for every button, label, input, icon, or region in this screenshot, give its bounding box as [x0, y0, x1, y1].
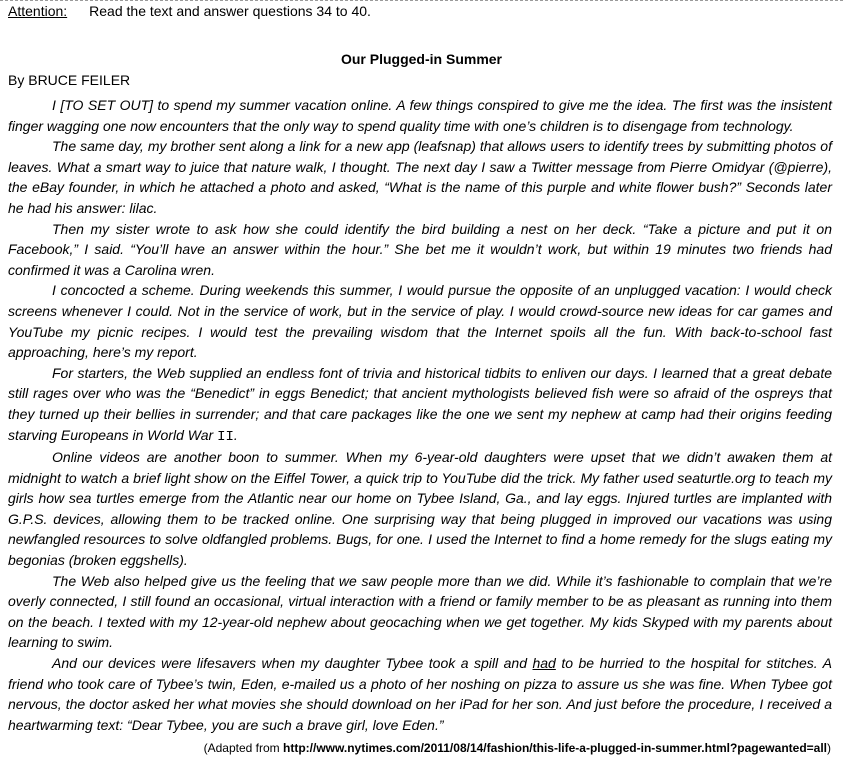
paragraph-5 [8, 363, 832, 447]
paragraph-6: Online videos are another boon to summer. When my 6-year-old daughters were upset that we didn’t awaken them at midnight to watch a brief light show on the Eiffel Tower, a quick trip to YouTube did the trick. My father used seaturtle.org to teach my girls how sea turtles emerge from the Atlantic near our home on Tybee Island, Ga., and lay eggs. Injured turtles are implanted with G.P.S. devices, allowing them to be tracked online. One surprising way that being plugged in improved our vacations was using newfangled resources to solve oldfangled problems. Bugs, for one. I used the Internet to find a home remedy for the slugs eating my begonias (broken eggshells). [8, 449, 832, 569]
attention-instruction [8, 3, 371, 20]
article-byline: By BRUCE FEILER [8, 72, 131, 88]
paragraph-5-end: . [233, 426, 238, 443]
source-suffix: ) [827, 741, 831, 755]
paragraph-3: Then my sister wrote to ask how she could identify the bird building a nest on her deck. “Take a picture and put it on Facebook,” I said. “You’ll have an answer within the hour.” She bet me it wouldn’t work, but within 19 minutes two friends had confirmed it was a Carolina wren. [8, 220, 832, 278]
article-title: Our Plugged-in Summer [340, 51, 502, 67]
underlined-word: had [532, 655, 556, 672]
source-prefix: (Adapted from [203, 741, 280, 755]
source-url: http://www.nytimes.com/2011/08/14/fashion/this-life-a-plugged-in-summer.html?pagewanted=all [283, 741, 827, 755]
paragraph-4: I concocted a scheme. During weekends this summer, I would pursue the opposite of an unplugged vacation: I would check screens whenever I could. Not in the service of work, but in the service of play. I would crowd-source new ideas for car games and YouTube my picnic recipes. I would test the prevailing wisdom that the Internet spoils all the fun. With back-to-school fast approaching, here’s my report. [8, 282, 832, 361]
instruction-text: Read the text and answer questions 34 to 40. [89, 3, 371, 19]
paragraph-8-rest: to be hurried to the hospital for stitches. A friend who took care of Tybee’s twin, Eden, e-mailed us a photo of her noshing on pizza to assure us she was fine. When Tybee got nervous, the doctor asked her what movies she should download on her iPad for her son. And just before the procedure, I received a heartwarming text: “Dear Tybee, you are such a brave girl, love Eden.” [8, 655, 833, 733]
top-divider [0, 0, 843, 1]
paragraph-7: The Web also helped give us the feeling that we saw people more than we did. While it’s fashionable to complain that we’re overly connected, I still found an occasional, virtual interaction with a friend or family member to be as pleasant as running into them on the beach. I texted with my 12-year-old nephew about geocaching when we get together. My kids Skyped with my parents about learning to swim. [8, 572, 832, 651]
attention-label: Attention: [8, 3, 68, 19]
source-citation [204, 740, 831, 756]
paragraph-5-text: For starters, the Web supplied an endless font of trivia and historical tidbits to enliven our days. I learned that a great debate still rages over who was the “Benedict” in eggs Benedict; that ancient mythologists believed fish were so afraid of the ospreys that they turned up their bellies in surrender; and that care packages like the one we sent my nephew at camp had their origins feeding starving Europeans in World War [8, 364, 832, 443]
paragraph-8 [8, 653, 832, 735]
roman-numeral: II [217, 428, 234, 445]
article-body [8, 95, 832, 735]
paragraph-1: I [TO SET OUT] to spend my summer vacation online. A few things conspired to give me the idea. The first was the insistent finger wagging one now encounters that the only way to spend quality time with one’s children is to disengage from technology. [8, 97, 832, 134]
paragraph-8-start: And our devices were lifesavers when my daughter Tybee took a spill and [52, 655, 527, 672]
paragraph-2: The same day, my brother sent along a link for a new app (leafsnap) that allows users to identify trees by submitting photos of leaves. What a smart way to juice that nature walk, I thought. The next day I saw a Twitter message from Pierre Omidyar (@pierre), the eBay founder, in which he attached a photo and asked, “What is the name of this purple and white flower bush?” Seconds later he had his answer: lilac. [8, 138, 832, 216]
